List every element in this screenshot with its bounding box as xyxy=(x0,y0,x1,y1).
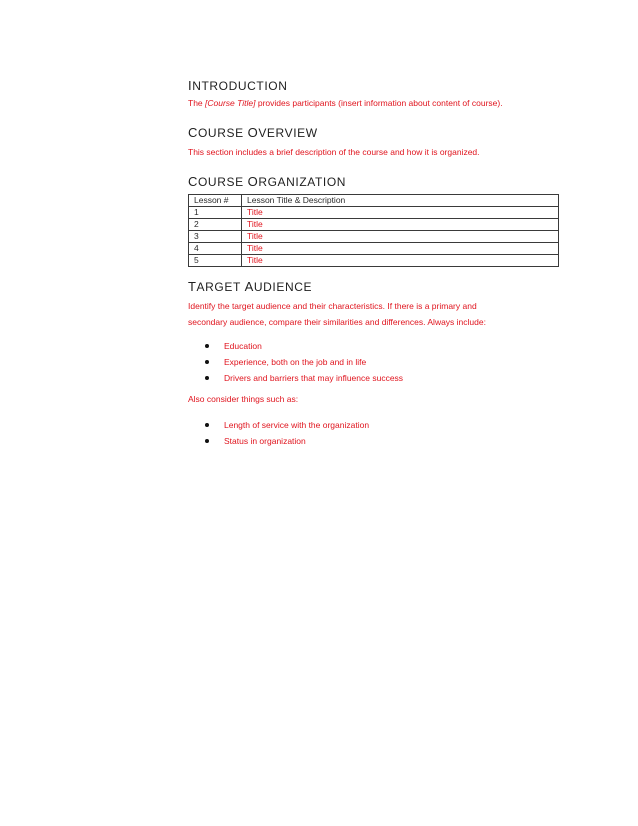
introduction-heading xyxy=(188,78,560,94)
bullet-icon xyxy=(205,376,209,380)
target-audience-text xyxy=(188,298,560,330)
list-item-text: Length of service with the organization xyxy=(224,420,370,430)
introduction-heading-rest: NTRODUCTION xyxy=(192,79,288,93)
list-item xyxy=(188,370,560,386)
target-audience-heading xyxy=(188,279,560,295)
table-row xyxy=(189,207,559,219)
table-row xyxy=(189,231,559,243)
lesson-table xyxy=(188,194,559,267)
list-item-text: Experience, both on the job and in life xyxy=(224,357,367,367)
course-overview-heading xyxy=(188,125,560,141)
also-consider-list xyxy=(188,417,560,449)
list-item xyxy=(188,417,560,433)
organization-heading-part1: OURSE xyxy=(198,175,248,189)
lesson-title-cell: Title xyxy=(242,219,559,231)
list-item-text: Drivers and barriers that may influence success xyxy=(224,373,404,383)
overview-heading-part2: VERVIEW xyxy=(258,126,318,140)
lesson-number-cell: 4 xyxy=(189,243,242,255)
lesson-title-cell: Title xyxy=(242,243,559,255)
audience-text-line2: secondary audience, compare their similarities and differences. Always include: xyxy=(188,317,486,327)
bullet-icon xyxy=(205,360,209,364)
organization-heading-part2: RGANIZATION xyxy=(258,175,347,189)
also-consider-text: Also consider things such as: xyxy=(188,394,299,404)
introduction-text xyxy=(188,96,560,111)
lesson-title-cell: Title xyxy=(242,231,559,243)
audience-heading-initial2: A xyxy=(244,279,254,294)
lesson-number-cell: 2 xyxy=(189,219,242,231)
always-include-list xyxy=(188,338,560,386)
introduction-text-course-title: [Course Title] xyxy=(205,98,256,108)
table-row xyxy=(189,219,559,231)
table-row xyxy=(189,255,559,267)
table-row xyxy=(189,243,559,255)
lesson-number-cell: 3 xyxy=(189,231,242,243)
bullet-icon xyxy=(205,423,209,427)
lesson-title-cell: Title xyxy=(242,207,559,219)
course-organization-heading xyxy=(188,174,560,190)
list-item xyxy=(188,433,560,449)
overview-heading-part1: OURSE xyxy=(198,126,248,140)
introduction-text-suffix: provides participants (insert information about content of course). xyxy=(255,98,503,108)
lesson-table-header-row xyxy=(189,195,559,207)
audience-heading-part1: ARGET xyxy=(196,280,245,294)
course-overview-text: This section includes a brief description of the course and how it is organized. xyxy=(188,147,480,157)
organization-heading-initial2: O xyxy=(247,174,259,189)
bullet-icon xyxy=(205,439,209,443)
audience-heading-part2: UDIENCE xyxy=(253,280,313,294)
audience-text-line1: Identify the target audience and their characteristics. If there is a primary and xyxy=(188,301,477,311)
lesson-number-cell: 5 xyxy=(189,255,242,267)
audience-heading-initial: T xyxy=(188,279,197,294)
introduction-text-prefix: The xyxy=(188,98,206,108)
introduction-heading-initial: I xyxy=(188,78,193,93)
bullet-icon xyxy=(205,344,209,348)
list-item-text: Status in organization xyxy=(224,436,306,446)
lesson-number-header: Lesson # xyxy=(189,195,242,207)
lesson-title-header: Lesson Title & Description xyxy=(242,195,559,207)
list-item xyxy=(188,338,560,354)
overview-heading-initial2: O xyxy=(247,125,259,140)
lesson-title-cell: Title xyxy=(242,255,559,267)
organization-heading-initial: C xyxy=(188,174,198,189)
lesson-number-cell: 1 xyxy=(189,207,242,219)
document-content xyxy=(188,78,560,449)
list-item-text: Education xyxy=(224,341,262,351)
overview-heading-initial: C xyxy=(188,125,198,140)
list-item xyxy=(188,354,560,370)
